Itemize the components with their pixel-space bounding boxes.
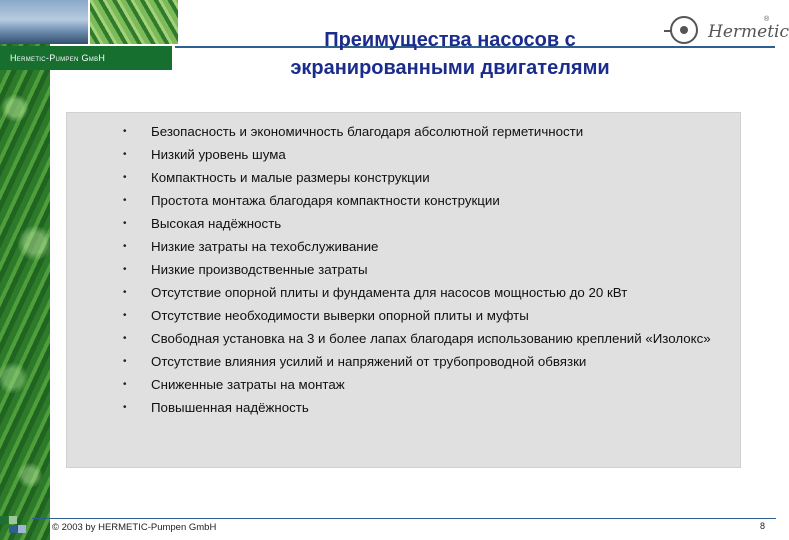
slide-title-line-1: Преимущества насосов с: [324, 29, 576, 51]
list-item: [67, 304, 740, 327]
list-item-text: Простота монтажа благодаря компактности конструкции: [151, 193, 500, 208]
list-item-text: Отсутствие необходимости выверки опорной плиты и муфты: [151, 308, 529, 323]
footer-copyright: © 2003 by HERMETIC-Pumpen GmbH: [52, 522, 217, 533]
list-item: [67, 143, 740, 166]
bullet-icon: •: [123, 149, 127, 160]
bullet-icon: •: [123, 287, 127, 298]
list-item: [67, 373, 740, 396]
bullet-icon: •: [123, 264, 127, 275]
hermetic-logo: [664, 14, 789, 50]
list-item-text: Свободная установка на 3 и более лапах благодаря использованию креплений «Изолокс»: [151, 331, 711, 346]
list-item-text: Компактность и малые размеры конструкции: [151, 170, 430, 185]
list-item-text: Отсутствие влияния усилий и напряжений от трубопроводной обвязки: [151, 354, 587, 369]
header-photo-leaves: [90, 0, 178, 44]
list-item: [67, 327, 740, 350]
advantages-list: [67, 120, 740, 419]
list-item-text: Сниженные затраты на монтаж: [151, 377, 345, 392]
logo-wordmark: Hermetic: [708, 22, 789, 42]
bullet-icon: •: [123, 379, 127, 390]
list-item: [67, 189, 740, 212]
bullet-icon: •: [123, 241, 127, 252]
list-item: [67, 166, 740, 189]
list-item-text: Низкий уровень шума: [151, 147, 286, 162]
list-item-text: Низкие производственные затраты: [151, 262, 368, 277]
bullet-icon: •: [123, 333, 127, 344]
list-item-text: Низкие затраты на техобслуживание: [151, 239, 379, 254]
list-item: [67, 235, 740, 258]
logo-gear-icon: [670, 16, 698, 44]
list-item-text: Безопасность и экономичность благодаря абсолютной герметичности: [151, 124, 584, 139]
footer-squares-decoration: [0, 514, 30, 540]
list-item: [67, 258, 740, 281]
list-item-text: Повышенная надёжность: [151, 400, 309, 415]
list-item-text: Высокая надёжность: [151, 216, 282, 231]
company-name-bar: [0, 46, 172, 70]
list-item-text: Отсутствие опорной плиты и фундамента для насосов мощностью до 20 кВт: [151, 285, 628, 300]
bullet-icon: •: [123, 172, 127, 183]
bullet-icon: •: [123, 402, 127, 413]
slide-title-line-2: экранированными двигателями: [290, 57, 610, 79]
list-item: [67, 212, 740, 235]
list-item: [67, 350, 740, 373]
bullet-icon: •: [123, 356, 127, 367]
slide-title: [230, 26, 670, 82]
bullet-icon: •: [123, 195, 127, 206]
company-name: Hermetic-Pumpen GmbH: [10, 53, 106, 63]
list-item: [67, 281, 740, 304]
footer-rule: [32, 518, 776, 519]
list-item: [67, 396, 740, 419]
logo-registered-mark: ®: [764, 16, 770, 23]
bullet-icon: •: [123, 310, 127, 321]
content-panel: [66, 112, 741, 468]
bullet-icon: •: [123, 126, 127, 137]
bullet-icon: •: [123, 218, 127, 229]
page-number: 8: [760, 521, 766, 531]
list-item: [67, 120, 740, 143]
left-decorative-strip: [0, 0, 50, 540]
header-photo-sky: [0, 0, 88, 44]
